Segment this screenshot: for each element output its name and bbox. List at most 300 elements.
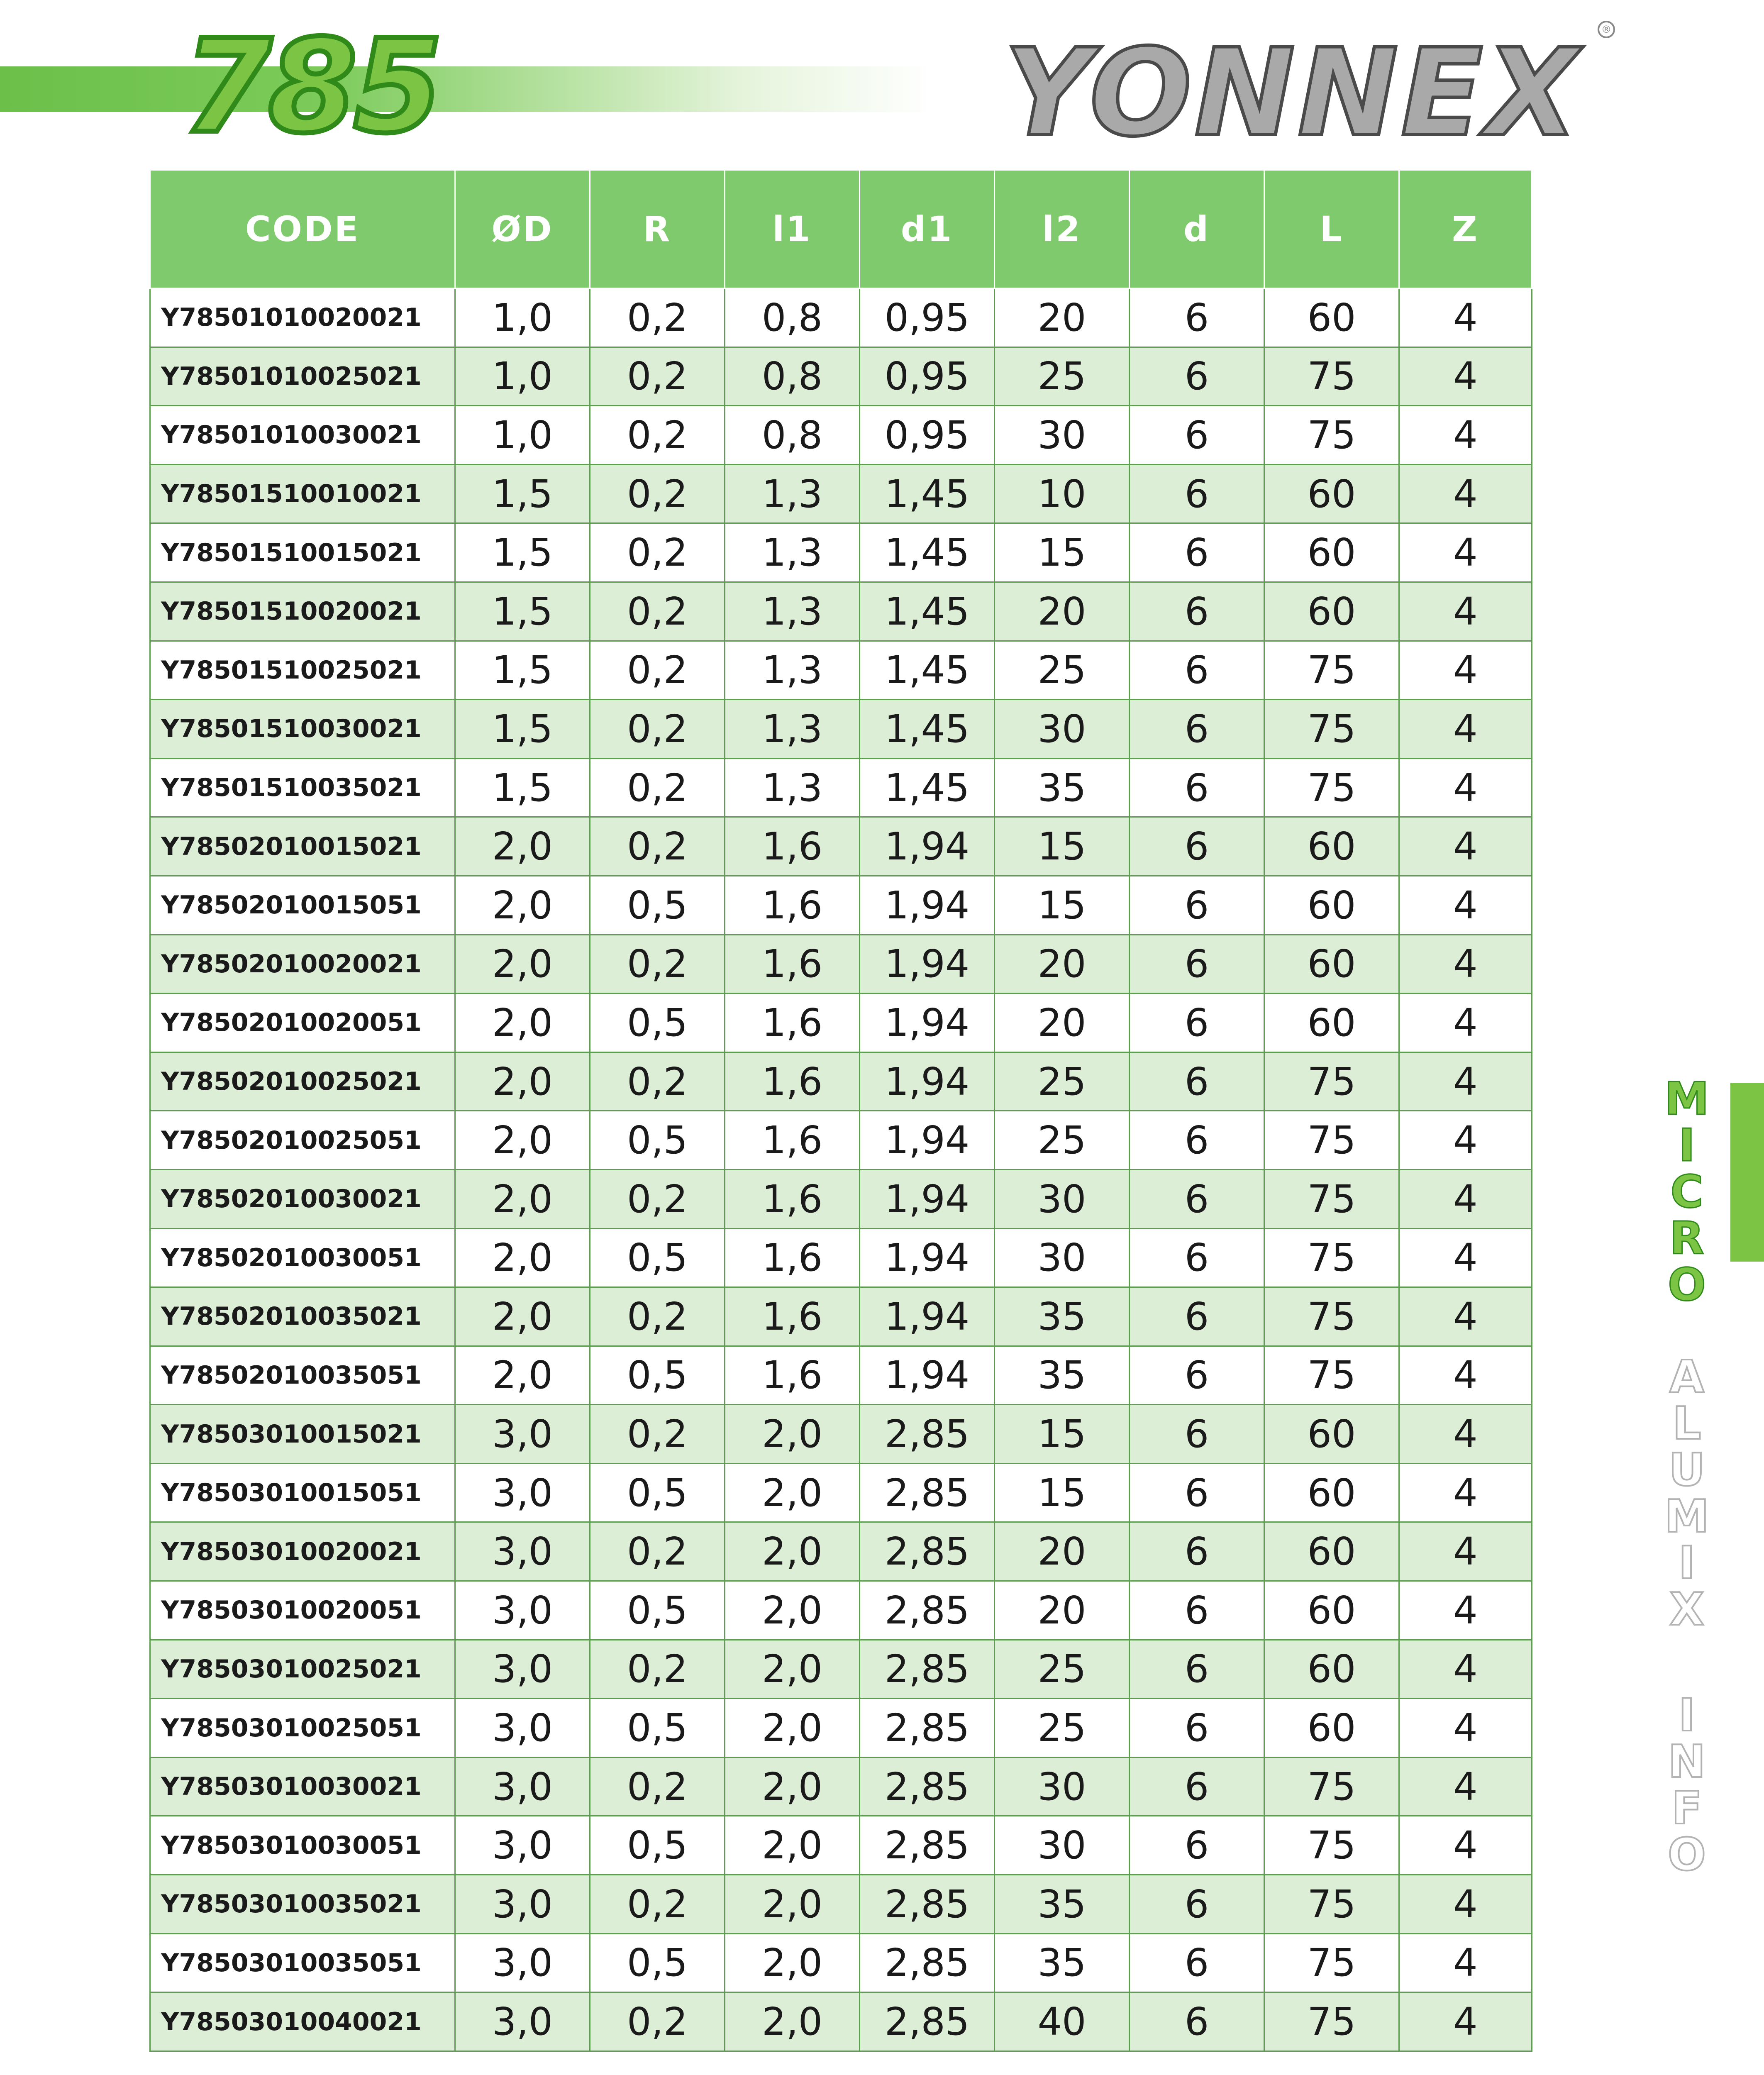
cell-diameter: 1,0 bbox=[455, 347, 590, 406]
cell-code: Y78502010030021 bbox=[150, 1169, 455, 1228]
cell-flutes: 4 bbox=[1399, 1111, 1532, 1170]
cell-d: 6 bbox=[1130, 1287, 1264, 1346]
cell-length: 60 bbox=[1264, 1522, 1399, 1581]
cell-diameter: 2,0 bbox=[455, 1346, 590, 1405]
cell-d: 6 bbox=[1130, 1228, 1264, 1287]
cell-l2: 20 bbox=[995, 935, 1130, 994]
cell-d: 6 bbox=[1130, 1875, 1264, 1934]
cell-l1: 2,0 bbox=[725, 1699, 860, 1758]
cell-diameter: 3,0 bbox=[455, 1405, 590, 1464]
table-row bbox=[150, 817, 1532, 876]
cell-code: Y78502010025051 bbox=[150, 1111, 455, 1170]
col-header-diameter: ØD bbox=[455, 170, 590, 288]
cell-flutes: 4 bbox=[1399, 700, 1532, 759]
cell-radius: 0,5 bbox=[590, 994, 725, 1052]
table-header-row bbox=[150, 170, 1532, 288]
cell-code: Y78501510015021 bbox=[150, 523, 455, 582]
cell-l1: 2,0 bbox=[725, 1581, 860, 1640]
cell-l1: 2,0 bbox=[725, 1816, 860, 1875]
cell-diameter: 1,5 bbox=[455, 641, 590, 700]
cell-d: 6 bbox=[1130, 1405, 1264, 1464]
cell-l1: 0,8 bbox=[725, 288, 860, 347]
cell-d1: 1,94 bbox=[860, 876, 995, 935]
cell-code: Y78503010015051 bbox=[150, 1463, 455, 1522]
cell-code: Y78502010020021 bbox=[150, 935, 455, 994]
cell-l2: 10 bbox=[995, 464, 1130, 523]
cell-d1: 1,45 bbox=[860, 758, 995, 817]
cell-l2: 20 bbox=[995, 288, 1130, 347]
cell-length: 60 bbox=[1264, 1640, 1399, 1699]
table-row bbox=[150, 582, 1532, 641]
cell-code: Y78503010020021 bbox=[150, 1522, 455, 1581]
cell-d: 6 bbox=[1130, 523, 1264, 582]
cell-length: 60 bbox=[1264, 464, 1399, 523]
cell-code: Y78503010040021 bbox=[150, 1992, 455, 2051]
cell-flutes: 4 bbox=[1399, 1463, 1532, 1522]
cell-flutes: 4 bbox=[1399, 817, 1532, 876]
cell-diameter: 2,0 bbox=[455, 1169, 590, 1228]
cell-length: 75 bbox=[1264, 700, 1399, 759]
cell-l1: 2,0 bbox=[725, 1992, 860, 2051]
cell-l1: 1,3 bbox=[725, 464, 860, 523]
cell-radius: 0,2 bbox=[590, 1757, 725, 1816]
cell-l1: 2,0 bbox=[725, 1405, 860, 1464]
cell-code: Y78503010035051 bbox=[150, 1933, 455, 1992]
cell-l2: 30 bbox=[995, 1228, 1130, 1287]
cell-d1: 0,95 bbox=[860, 347, 995, 406]
cell-l2: 30 bbox=[995, 1757, 1130, 1816]
cell-d1: 1,94 bbox=[860, 1228, 995, 1287]
table-row bbox=[150, 1405, 1532, 1464]
cell-l1: 0,8 bbox=[725, 406, 860, 465]
cell-d: 6 bbox=[1130, 1640, 1264, 1699]
cell-d: 6 bbox=[1130, 1111, 1264, 1170]
cell-diameter: 3,0 bbox=[455, 1933, 590, 1992]
cell-diameter: 2,0 bbox=[455, 935, 590, 994]
cell-l2: 15 bbox=[995, 1463, 1130, 1522]
series-number: 785 bbox=[183, 12, 439, 162]
cell-diameter: 2,0 bbox=[455, 1111, 590, 1170]
cell-flutes: 4 bbox=[1399, 1522, 1532, 1581]
cell-length: 75 bbox=[1264, 1287, 1399, 1346]
table-row bbox=[150, 1757, 1532, 1816]
cell-d1: 2,85 bbox=[860, 1699, 995, 1758]
cell-d: 6 bbox=[1130, 935, 1264, 994]
cell-length: 75 bbox=[1264, 1169, 1399, 1228]
cell-flutes: 4 bbox=[1399, 1699, 1532, 1758]
cell-l1: 1,3 bbox=[725, 700, 860, 759]
col-header-radius: R bbox=[590, 170, 725, 288]
cell-d: 6 bbox=[1130, 1757, 1264, 1816]
cell-radius: 0,2 bbox=[590, 464, 725, 523]
cell-l1: 1,3 bbox=[725, 582, 860, 641]
cell-d1: 2,85 bbox=[860, 1757, 995, 1816]
col-header-code: CODE bbox=[150, 170, 455, 288]
table-row bbox=[150, 1346, 1532, 1405]
cell-radius: 0,2 bbox=[590, 347, 725, 406]
cell-d1: 1,94 bbox=[860, 1346, 995, 1405]
cell-length: 75 bbox=[1264, 1111, 1399, 1170]
cell-length: 60 bbox=[1264, 1581, 1399, 1640]
cell-length: 60 bbox=[1264, 523, 1399, 582]
cell-radius: 0,5 bbox=[590, 1933, 725, 1992]
cell-l2: 30 bbox=[995, 1169, 1130, 1228]
side-tab-info[interactable]: I N F O bbox=[1668, 1689, 1706, 1881]
cell-d: 6 bbox=[1130, 1992, 1264, 2051]
registered-mark: ® bbox=[1598, 21, 1615, 38]
cell-radius: 0,2 bbox=[590, 758, 725, 817]
cell-l1: 2,0 bbox=[725, 1875, 860, 1934]
cell-d1: 2,85 bbox=[860, 1581, 995, 1640]
cell-flutes: 4 bbox=[1399, 1287, 1532, 1346]
cell-d: 6 bbox=[1130, 347, 1264, 406]
cell-diameter: 3,0 bbox=[455, 1640, 590, 1699]
cell-length: 60 bbox=[1264, 1463, 1399, 1522]
cell-diameter: 3,0 bbox=[455, 1757, 590, 1816]
cell-d1: 0,95 bbox=[860, 288, 995, 347]
cell-flutes: 4 bbox=[1399, 935, 1532, 994]
cell-diameter: 3,0 bbox=[455, 1581, 590, 1640]
product-table bbox=[149, 169, 1532, 2052]
cell-d1: 1,94 bbox=[860, 1052, 995, 1111]
cell-code: Y78503010030021 bbox=[150, 1757, 455, 1816]
cell-length: 75 bbox=[1264, 641, 1399, 700]
cell-flutes: 4 bbox=[1399, 288, 1532, 347]
cell-radius: 0,2 bbox=[590, 700, 725, 759]
cell-code: Y78501510035021 bbox=[150, 758, 455, 817]
table-row bbox=[150, 758, 1532, 817]
cell-d1: 2,85 bbox=[860, 1875, 995, 1934]
table-row bbox=[150, 876, 1532, 935]
cell-flutes: 4 bbox=[1399, 1052, 1532, 1111]
cell-d1: 1,94 bbox=[860, 817, 995, 876]
cell-d: 6 bbox=[1130, 994, 1264, 1052]
cell-flutes: 4 bbox=[1399, 641, 1532, 700]
table-row bbox=[150, 935, 1532, 994]
col-header-flutes: Z bbox=[1399, 170, 1532, 288]
cell-code: Y78503010020051 bbox=[150, 1581, 455, 1640]
cell-diameter: 3,0 bbox=[455, 1463, 590, 1522]
cell-d: 6 bbox=[1130, 758, 1264, 817]
cell-l1: 1,6 bbox=[725, 1111, 860, 1170]
cell-length: 60 bbox=[1264, 994, 1399, 1052]
cell-flutes: 4 bbox=[1399, 1169, 1532, 1228]
cell-diameter: 3,0 bbox=[455, 1522, 590, 1581]
cell-code: Y78501010020021 bbox=[150, 288, 455, 347]
cell-length: 60 bbox=[1264, 876, 1399, 935]
cell-d: 6 bbox=[1130, 700, 1264, 759]
cell-code: Y78503010025021 bbox=[150, 1640, 455, 1699]
cell-diameter: 3,0 bbox=[455, 1992, 590, 2051]
cell-radius: 0,5 bbox=[590, 1581, 725, 1640]
cell-length: 60 bbox=[1264, 817, 1399, 876]
cell-code: Y78503010035021 bbox=[150, 1875, 455, 1934]
cell-radius: 0,5 bbox=[590, 1816, 725, 1875]
table-row bbox=[150, 1992, 1532, 2051]
cell-radius: 0,2 bbox=[590, 935, 725, 994]
table-row bbox=[150, 1640, 1532, 1699]
cell-d: 6 bbox=[1130, 1581, 1264, 1640]
cell-d1: 0,95 bbox=[860, 406, 995, 465]
table-row bbox=[150, 1052, 1532, 1111]
cell-radius: 0,2 bbox=[590, 1287, 725, 1346]
cell-d: 6 bbox=[1130, 288, 1264, 347]
cell-l2: 20 bbox=[995, 582, 1130, 641]
cell-code: Y78501010030021 bbox=[150, 406, 455, 465]
side-tab-micro-marker bbox=[1730, 1083, 1764, 1262]
cell-l2: 40 bbox=[995, 1992, 1130, 2051]
cell-radius: 0,2 bbox=[590, 1405, 725, 1464]
cell-d: 6 bbox=[1130, 1463, 1264, 1522]
cell-code: Y78503010025051 bbox=[150, 1699, 455, 1758]
table-row bbox=[150, 1933, 1532, 1992]
cell-l2: 20 bbox=[995, 1581, 1130, 1640]
cell-length: 75 bbox=[1264, 347, 1399, 406]
cell-diameter: 2,0 bbox=[455, 876, 590, 935]
cell-diameter: 1,5 bbox=[455, 582, 590, 641]
cell-d1: 2,85 bbox=[860, 1640, 995, 1699]
cell-flutes: 4 bbox=[1399, 1581, 1532, 1640]
cell-d1: 1,45 bbox=[860, 582, 995, 641]
cell-length: 75 bbox=[1264, 1228, 1399, 1287]
col-header-l1: l1 bbox=[725, 170, 860, 288]
col-header-length: L bbox=[1264, 170, 1399, 288]
cell-d1: 1,45 bbox=[860, 464, 995, 523]
cell-length: 75 bbox=[1264, 1992, 1399, 2051]
cell-radius: 0,2 bbox=[590, 406, 725, 465]
cell-diameter: 1,5 bbox=[455, 700, 590, 759]
cell-diameter: 1,5 bbox=[455, 523, 590, 582]
cell-l1: 1,6 bbox=[725, 1287, 860, 1346]
cell-d: 6 bbox=[1130, 641, 1264, 700]
cell-d: 6 bbox=[1130, 1169, 1264, 1228]
cell-l2: 35 bbox=[995, 1875, 1130, 1934]
cell-length: 60 bbox=[1264, 582, 1399, 641]
cell-d1: 1,94 bbox=[860, 935, 995, 994]
table-row bbox=[150, 464, 1532, 523]
cell-code: Y78502010035051 bbox=[150, 1346, 455, 1405]
cell-length: 75 bbox=[1264, 1816, 1399, 1875]
cell-code: Y78502010020051 bbox=[150, 994, 455, 1052]
cell-l1: 2,0 bbox=[725, 1640, 860, 1699]
table-row bbox=[150, 288, 1532, 347]
side-tab-micro[interactable]: M I C R O bbox=[1664, 1073, 1709, 1311]
col-header-d1: d1 bbox=[860, 170, 995, 288]
cell-code: Y78502010025021 bbox=[150, 1052, 455, 1111]
cell-l2: 35 bbox=[995, 758, 1130, 817]
cell-flutes: 4 bbox=[1399, 1933, 1532, 1992]
table-row bbox=[150, 523, 1532, 582]
table-row bbox=[150, 1522, 1532, 1581]
cell-radius: 0,2 bbox=[590, 582, 725, 641]
cell-flutes: 4 bbox=[1399, 406, 1532, 465]
cell-radius: 0,5 bbox=[590, 1111, 725, 1170]
cell-l2: 15 bbox=[995, 876, 1130, 935]
table-row bbox=[150, 1228, 1532, 1287]
cell-d: 6 bbox=[1130, 1346, 1264, 1405]
cell-radius: 0,2 bbox=[590, 523, 725, 582]
cell-flutes: 4 bbox=[1399, 758, 1532, 817]
cell-l1: 1,6 bbox=[725, 1169, 860, 1228]
cell-l2: 15 bbox=[995, 1405, 1130, 1464]
cell-length: 75 bbox=[1264, 1346, 1399, 1405]
cell-length: 75 bbox=[1264, 758, 1399, 817]
cell-l1: 1,6 bbox=[725, 994, 860, 1052]
cell-radius: 0,2 bbox=[590, 1169, 725, 1228]
cell-d: 6 bbox=[1130, 817, 1264, 876]
cell-diameter: 2,0 bbox=[455, 1287, 590, 1346]
cell-code: Y78502010015021 bbox=[150, 817, 455, 876]
cell-flutes: 4 bbox=[1399, 1757, 1532, 1816]
cell-d1: 2,85 bbox=[860, 1933, 995, 1992]
cell-flutes: 4 bbox=[1399, 347, 1532, 406]
cell-diameter: 1,0 bbox=[455, 288, 590, 347]
cell-l2: 15 bbox=[995, 523, 1130, 582]
cell-l1: 0,8 bbox=[725, 347, 860, 406]
cell-flutes: 4 bbox=[1399, 1228, 1532, 1287]
cell-d1: 1,94 bbox=[860, 1287, 995, 1346]
cell-d: 6 bbox=[1130, 1933, 1264, 1992]
cell-code: Y78503010015021 bbox=[150, 1405, 455, 1464]
cell-diameter: 2,0 bbox=[455, 1052, 590, 1111]
cell-radius: 0,2 bbox=[590, 641, 725, 700]
table-row bbox=[150, 1581, 1532, 1640]
cell-length: 60 bbox=[1264, 1699, 1399, 1758]
cell-l1: 1,6 bbox=[725, 1346, 860, 1405]
table-row bbox=[150, 1816, 1532, 1875]
cell-d1: 1,94 bbox=[860, 994, 995, 1052]
cell-code: Y78501010025021 bbox=[150, 347, 455, 406]
header-stripe bbox=[0, 66, 934, 112]
cell-length: 75 bbox=[1264, 1875, 1399, 1934]
cell-d1: 2,85 bbox=[860, 1992, 995, 2051]
cell-l1: 1,6 bbox=[725, 935, 860, 994]
cell-flutes: 4 bbox=[1399, 1816, 1532, 1875]
cell-l2: 35 bbox=[995, 1287, 1130, 1346]
cell-code: Y78501510020021 bbox=[150, 582, 455, 641]
cell-code: Y78502010030051 bbox=[150, 1228, 455, 1287]
table-row bbox=[150, 700, 1532, 759]
cell-radius: 0,5 bbox=[590, 1699, 725, 1758]
cell-code: Y78501510010021 bbox=[150, 464, 455, 523]
cell-l2: 25 bbox=[995, 347, 1130, 406]
cell-diameter: 2,0 bbox=[455, 1228, 590, 1287]
table-row bbox=[150, 994, 1532, 1052]
cell-l2: 25 bbox=[995, 1111, 1130, 1170]
cell-l2: 30 bbox=[995, 406, 1130, 465]
cell-length: 60 bbox=[1264, 935, 1399, 994]
cell-radius: 0,2 bbox=[590, 1640, 725, 1699]
table-row bbox=[150, 406, 1532, 465]
brand-logo: YONNEX bbox=[1004, 23, 1581, 163]
cell-flutes: 4 bbox=[1399, 582, 1532, 641]
cell-l1: 1,6 bbox=[725, 876, 860, 935]
col-header-d: d bbox=[1130, 170, 1264, 288]
cell-diameter: 2,0 bbox=[455, 817, 590, 876]
cell-l1: 2,0 bbox=[725, 1522, 860, 1581]
cell-flutes: 4 bbox=[1399, 1875, 1532, 1934]
cell-l2: 15 bbox=[995, 817, 1130, 876]
cell-d1: 2,85 bbox=[860, 1463, 995, 1522]
cell-l1: 1,3 bbox=[725, 523, 860, 582]
cell-flutes: 4 bbox=[1399, 523, 1532, 582]
cell-l2: 25 bbox=[995, 1640, 1130, 1699]
cell-d1: 1,45 bbox=[860, 641, 995, 700]
cell-l2: 35 bbox=[995, 1346, 1130, 1405]
cell-d: 6 bbox=[1130, 582, 1264, 641]
cell-diameter: 2,0 bbox=[455, 994, 590, 1052]
cell-diameter: 1,5 bbox=[455, 758, 590, 817]
cell-d: 6 bbox=[1130, 1522, 1264, 1581]
table-row bbox=[150, 1169, 1532, 1228]
cell-l1: 1,3 bbox=[725, 758, 860, 817]
cell-radius: 0,2 bbox=[590, 1052, 725, 1111]
cell-flutes: 4 bbox=[1399, 1405, 1532, 1464]
table-row bbox=[150, 1111, 1532, 1170]
cell-d1: 1,94 bbox=[860, 1111, 995, 1170]
cell-radius: 0,5 bbox=[590, 1463, 725, 1522]
cell-l2: 30 bbox=[995, 700, 1130, 759]
cell-code: Y78501510025021 bbox=[150, 641, 455, 700]
cell-diameter: 3,0 bbox=[455, 1816, 590, 1875]
cell-flutes: 4 bbox=[1399, 876, 1532, 935]
cell-flutes: 4 bbox=[1399, 1992, 1532, 2051]
cell-l2: 25 bbox=[995, 641, 1130, 700]
table-row bbox=[150, 1875, 1532, 1934]
cell-flutes: 4 bbox=[1399, 1346, 1532, 1405]
cell-code: Y78502010015051 bbox=[150, 876, 455, 935]
cell-code: Y78502010035021 bbox=[150, 1287, 455, 1346]
cell-radius: 0,2 bbox=[590, 1875, 725, 1934]
cell-diameter: 3,0 bbox=[455, 1699, 590, 1758]
cell-l1: 1,6 bbox=[725, 1052, 860, 1111]
cell-length: 75 bbox=[1264, 1933, 1399, 1992]
col-header-l2: l2 bbox=[995, 170, 1130, 288]
cell-length: 75 bbox=[1264, 1052, 1399, 1111]
cell-flutes: 4 bbox=[1399, 464, 1532, 523]
cell-l2: 35 bbox=[995, 1933, 1130, 1992]
cell-d1: 2,85 bbox=[860, 1405, 995, 1464]
cell-l1: 2,0 bbox=[725, 1757, 860, 1816]
table-row bbox=[150, 641, 1532, 700]
cell-radius: 0,5 bbox=[590, 876, 725, 935]
cell-radius: 0,2 bbox=[590, 1522, 725, 1581]
cell-l2: 20 bbox=[995, 1522, 1130, 1581]
cell-l2: 20 bbox=[995, 994, 1130, 1052]
cell-l1: 2,0 bbox=[725, 1933, 860, 1992]
cell-length: 75 bbox=[1264, 1757, 1399, 1816]
cell-code: Y78503010030051 bbox=[150, 1816, 455, 1875]
cell-flutes: 4 bbox=[1399, 994, 1532, 1052]
cell-d: 6 bbox=[1130, 1699, 1264, 1758]
cell-d: 6 bbox=[1130, 464, 1264, 523]
cell-radius: 0,2 bbox=[590, 1992, 725, 2051]
cell-l2: 30 bbox=[995, 1816, 1130, 1875]
table-row bbox=[150, 347, 1532, 406]
cell-l1: 2,0 bbox=[725, 1463, 860, 1522]
cell-radius: 0,5 bbox=[590, 1346, 725, 1405]
cell-d: 6 bbox=[1130, 406, 1264, 465]
side-tab-alumix[interactable]: A L U M I X bbox=[1664, 1351, 1709, 1636]
cell-radius: 0,5 bbox=[590, 1228, 725, 1287]
cell-length: 60 bbox=[1264, 1405, 1399, 1464]
cell-l2: 25 bbox=[995, 1699, 1130, 1758]
cell-code: Y78501510030021 bbox=[150, 700, 455, 759]
table-row bbox=[150, 1463, 1532, 1522]
cell-d1: 2,85 bbox=[860, 1816, 995, 1875]
table-body bbox=[150, 288, 1532, 2051]
table-row bbox=[150, 1699, 1532, 1758]
